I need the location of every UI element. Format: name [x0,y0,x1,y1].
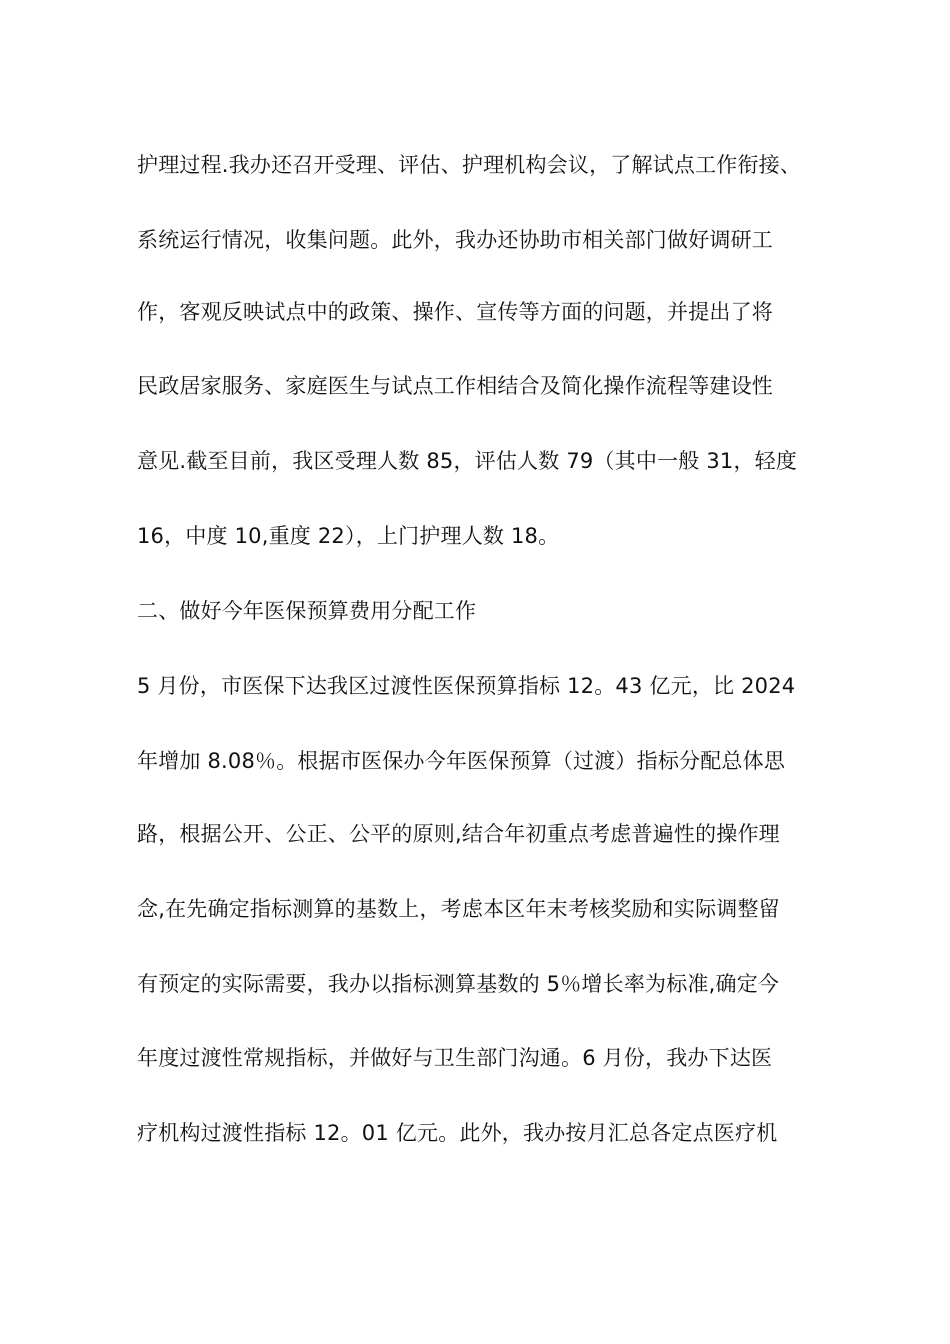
text-line: 路，根据公开、公正、公平的原则,结合年初重点考虑普遍性的操作理 [137,822,780,846]
text-line: 年增加 8.08％。根据市医保办今年医保预算（过渡）指标分配总体思 [137,749,786,773]
text-line: 民政居家服务、家庭医生与试点工作相结合及简化操作流程等建设性 [137,374,773,398]
text-line: 5 月份，市医保下达我区过渡性医保预算指标 12。43 亿元，比 2024 [137,674,796,698]
text-line: 16，中度 10,重度 22），上门护理人数 18。 [137,524,560,548]
text-line: 系统运行情况，收集问题。此外，我办还协助市相关部门做好调研工 [137,228,773,252]
text-line: 念,在先确定指标测算的基数上，考虑本区年末考核奖励和实际调整留 [137,897,780,921]
text-line: 年度过渡性常规指标，并做好与卫生部门沟通。6 月份，我办下达医 [137,1046,773,1070]
text-line: 护理过程.我办还召开受理、评估、护理机构会议，了解试点工作衔接、 [137,153,802,177]
text-line: 有预定的实际需要，我办以指标测算基数的 5％增长率为标准,确定今 [137,972,780,996]
text-line: 疗机构过渡性指标 12。01 亿元。此外，我办按月汇总各定点医疗机 [137,1121,778,1145]
text-line: 作，客观反映试点中的政策、操作、宣传等方面的问题，并提出了将 [137,300,773,324]
section-heading: 二、做好今年医保预算费用分配工作 [137,599,477,623]
text-line: 意见.截至目前，我区受理人数 85，评估人数 79（其中一般 31，轻度 [137,449,798,473]
